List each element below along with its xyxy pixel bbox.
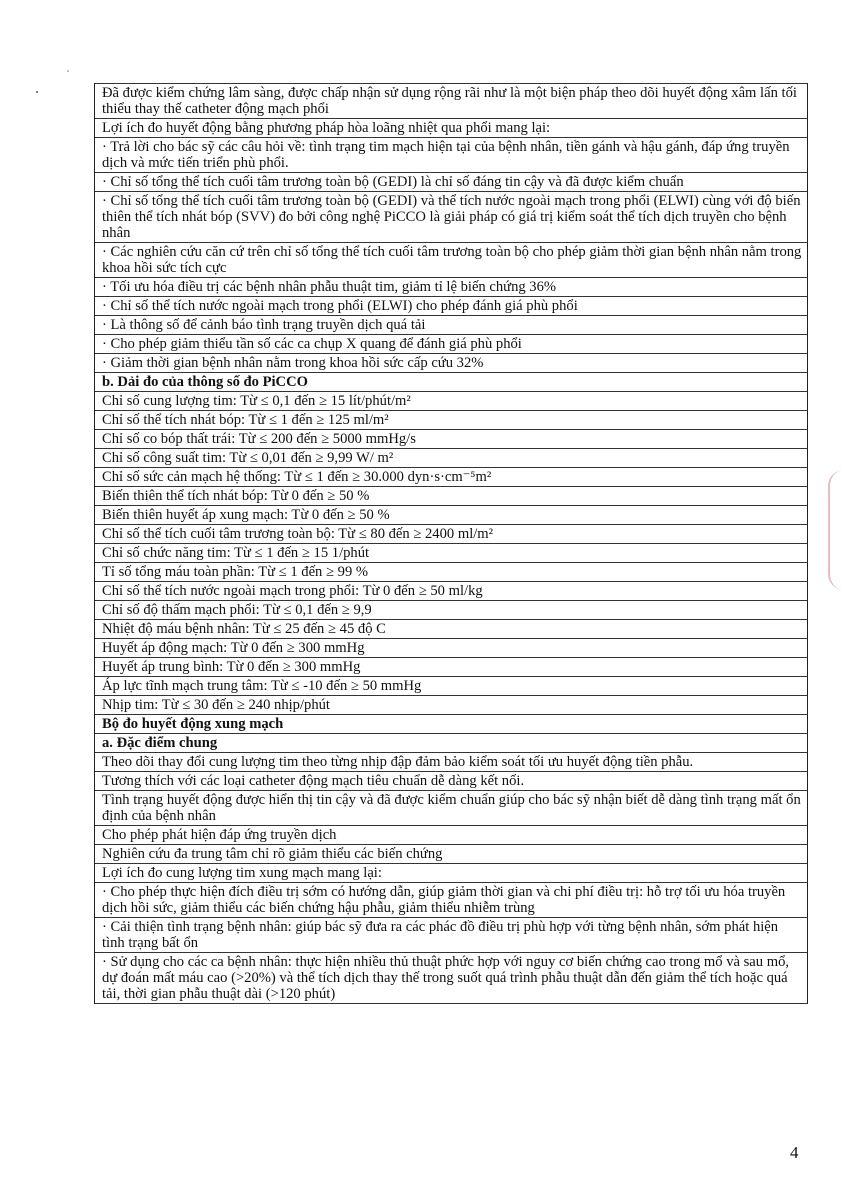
table-row: · Chỉ số thể tích nước ngoài mạch trong phổi (ELWI) cho phép đánh giá phù phổi bbox=[95, 297, 807, 316]
table-row: Nhịp tim: Từ ≤ 30 đến ≥ 240 nhịp/phút bbox=[95, 696, 807, 715]
table-row: · Chỉ số tổng thể tích cuối tâm trương toàn bộ (GEDI) và thể tích nước ngoài mạch trong phổi (ELWI) cùng với độ biến thiên thể tích nhát bóp (SVV) đo bởi công nghệ PiCCO là giải pháp có giá trị kiểm soát thể tích dịch truyền cho bệnh nhân bbox=[95, 192, 807, 243]
table-row: Chỉ số cung lượng tim: Từ ≤ 0,1 đến ≥ 15 lít/phút/m² bbox=[95, 392, 807, 411]
table-row: · Trả lời cho bác sỹ các câu hỏi về: tình trạng tim mạch hiện tại của bệnh nhân, tiền gánh và hậu gánh, đáp ứng truyền dịch và mức tiến triển phù phổi. bbox=[95, 138, 807, 173]
section-heading: Bộ đo huyết động xung mạch bbox=[95, 715, 807, 734]
table-row: · Chỉ số tổng thể tích cuối tâm trương toàn bộ (GEDI) là chỉ số đáng tin cậy và đã được kiểm chuẩn bbox=[95, 173, 807, 192]
table-row: Chỉ số chức năng tim: Từ ≤ 1 đến ≥ 15 1/phút bbox=[95, 544, 807, 563]
spec-table bbox=[94, 83, 808, 1004]
table-row: Biến thiên huyết áp xung mạch: Từ 0 đến ≥ 50 % bbox=[95, 506, 807, 525]
table-row: Đã được kiểm chứng lâm sàng, được chấp nhận sử dụng rộng rãi như là một biện pháp theo dõi huyết động xâm lấn tối thiểu thay thế catheter động mạch phổi bbox=[95, 83, 807, 119]
table-row: Tỉ số tổng máu toàn phần: Từ ≤ 1 đến ≥ 99 % bbox=[95, 563, 807, 582]
table-row: Chỉ số co bóp thất trái: Từ ≤ 200 đến ≥ 5000 mmHg/s bbox=[95, 430, 807, 449]
table-row: · Cho phép giảm thiểu tần số các ca chụp X quang để đánh giá phù phổi bbox=[95, 335, 807, 354]
table-row: Chỉ số thể tích nước ngoài mạch trong phổi: Từ 0 đến ≥ 50 ml/kg bbox=[95, 582, 807, 601]
table-row: · Các nghiên cứu căn cứ trên chỉ số tổng thể tích cuối tâm trương toàn bộ cho phép giảm thời gian bệnh nhân nằm trong khoa hồi sức tích cực bbox=[95, 243, 807, 278]
table-row: Biến thiên thể tích nhát bóp: Từ 0 đến ≥ 50 % bbox=[95, 487, 807, 506]
page-number: 4 bbox=[790, 1143, 799, 1162]
table-row: · Sử dụng cho các ca bệnh nhân: thực hiện nhiều thủ thuật phức hợp với nguy cơ biến chứng cao trong mổ và sau mổ, dự đoán mất máu cao (>20%) và thể tích dịch thay thế trong suốt quá trình phẫu thuật dẫn đến giảm thể tích hoặc quá tải, thời gian phẫu thuật dài (>120 phút) bbox=[95, 953, 807, 1004]
table-row: Tình trạng huyết động được hiển thị tin cậy và đã được kiểm chuẩn giúp cho bác sỹ nhận biết dễ dàng tình trạng mất ổn định của bệnh nhân bbox=[95, 791, 807, 826]
table-row: · Cải thiện tình trạng bệnh nhân: giúp bác sỹ đưa ra các phác đồ điều trị phù hợp với từng bệnh nhân, sớm phát hiện tình trạng bất ổn bbox=[95, 918, 807, 953]
table-row: Áp lực tĩnh mạch trung tâm: Từ ≤ -10 đến ≥ 50 mmHg bbox=[95, 677, 807, 696]
table-row: Chỉ số độ thấm mạch phổi: Từ ≤ 0,1 đến ≥ 9,9 bbox=[95, 601, 807, 620]
table-row: Nghiên cứu đa trung tâm chỉ rõ giảm thiểu các biến chứng bbox=[95, 845, 807, 864]
table-row: Theo dõi thay đổi cung lượng tim theo từng nhịp đập đảm bảo kiểm soát tối ưu huyết động tiền phẫu. bbox=[95, 753, 807, 772]
table-row: Lợi ích đo cung lượng tim xung mạch mang lại: bbox=[95, 864, 807, 883]
table-row: · Cho phép thực hiện đích điều trị sớm có hướng dẫn, giúp giảm thời gian và chi phí điều trị: hỗ trợ tối ưu hóa truyền dịch hồi sức, giảm thiểu các biến chứng hậu phẫu, giảm thiểu nhiễm trùng bbox=[95, 883, 807, 918]
table-row: Cho phép phát hiện đáp ứng truyền dịch bbox=[95, 826, 807, 845]
table-row: · Là thông số để cảnh báo tình trạng truyền dịch quá tải bbox=[95, 316, 807, 335]
table-row: · Giảm thời gian bệnh nhân nằm trong khoa hồi sức cấp cứu 32% bbox=[95, 354, 807, 373]
table-row: Tương thích với các loại catheter động mạch tiêu chuẩn dễ dàng kết nối. bbox=[95, 772, 807, 791]
table-row: Chỉ số sức cản mạch hệ thống: Từ ≤ 1 đến ≥ 30.000 dyn·s·cm⁻⁵m² bbox=[95, 468, 807, 487]
stamp-fragment bbox=[828, 470, 842, 590]
table-row: Huyết áp động mạch: Từ 0 đến ≥ 300 mmHg bbox=[95, 639, 807, 658]
table-row: Chỉ số thể tích nhát bóp: Từ ≤ 1 đến ≥ 125 ml/m² bbox=[95, 411, 807, 430]
table-row: Chỉ số công suất tim: Từ ≤ 0,01 đến ≥ 9,99 W/ m² bbox=[95, 449, 807, 468]
table-row: Lợi ích đo huyết động bằng phương pháp hòa loãng nhiệt qua phổi mang lại: bbox=[95, 119, 807, 138]
table-row: Huyết áp trung bình: Từ 0 đến ≥ 300 mmHg bbox=[95, 658, 807, 677]
section-heading: a. Đặc điểm chung bbox=[95, 734, 807, 753]
table-row: Chỉ số thể tích cuối tâm trương toàn bộ: Từ ≤ 80 đến ≥ 2400 ml/m² bbox=[95, 525, 807, 544]
table-row: · Tối ưu hóa điều trị các bệnh nhân phẫu thuật tim, giảm tỉ lệ biến chứng 36% bbox=[95, 278, 807, 297]
table-row: Nhiệt độ máu bệnh nhân: Từ ≤ 25 đến ≥ 45 độ C bbox=[95, 620, 807, 639]
section-heading: b. Dải đo của thông số đo PiCCO bbox=[95, 373, 807, 392]
